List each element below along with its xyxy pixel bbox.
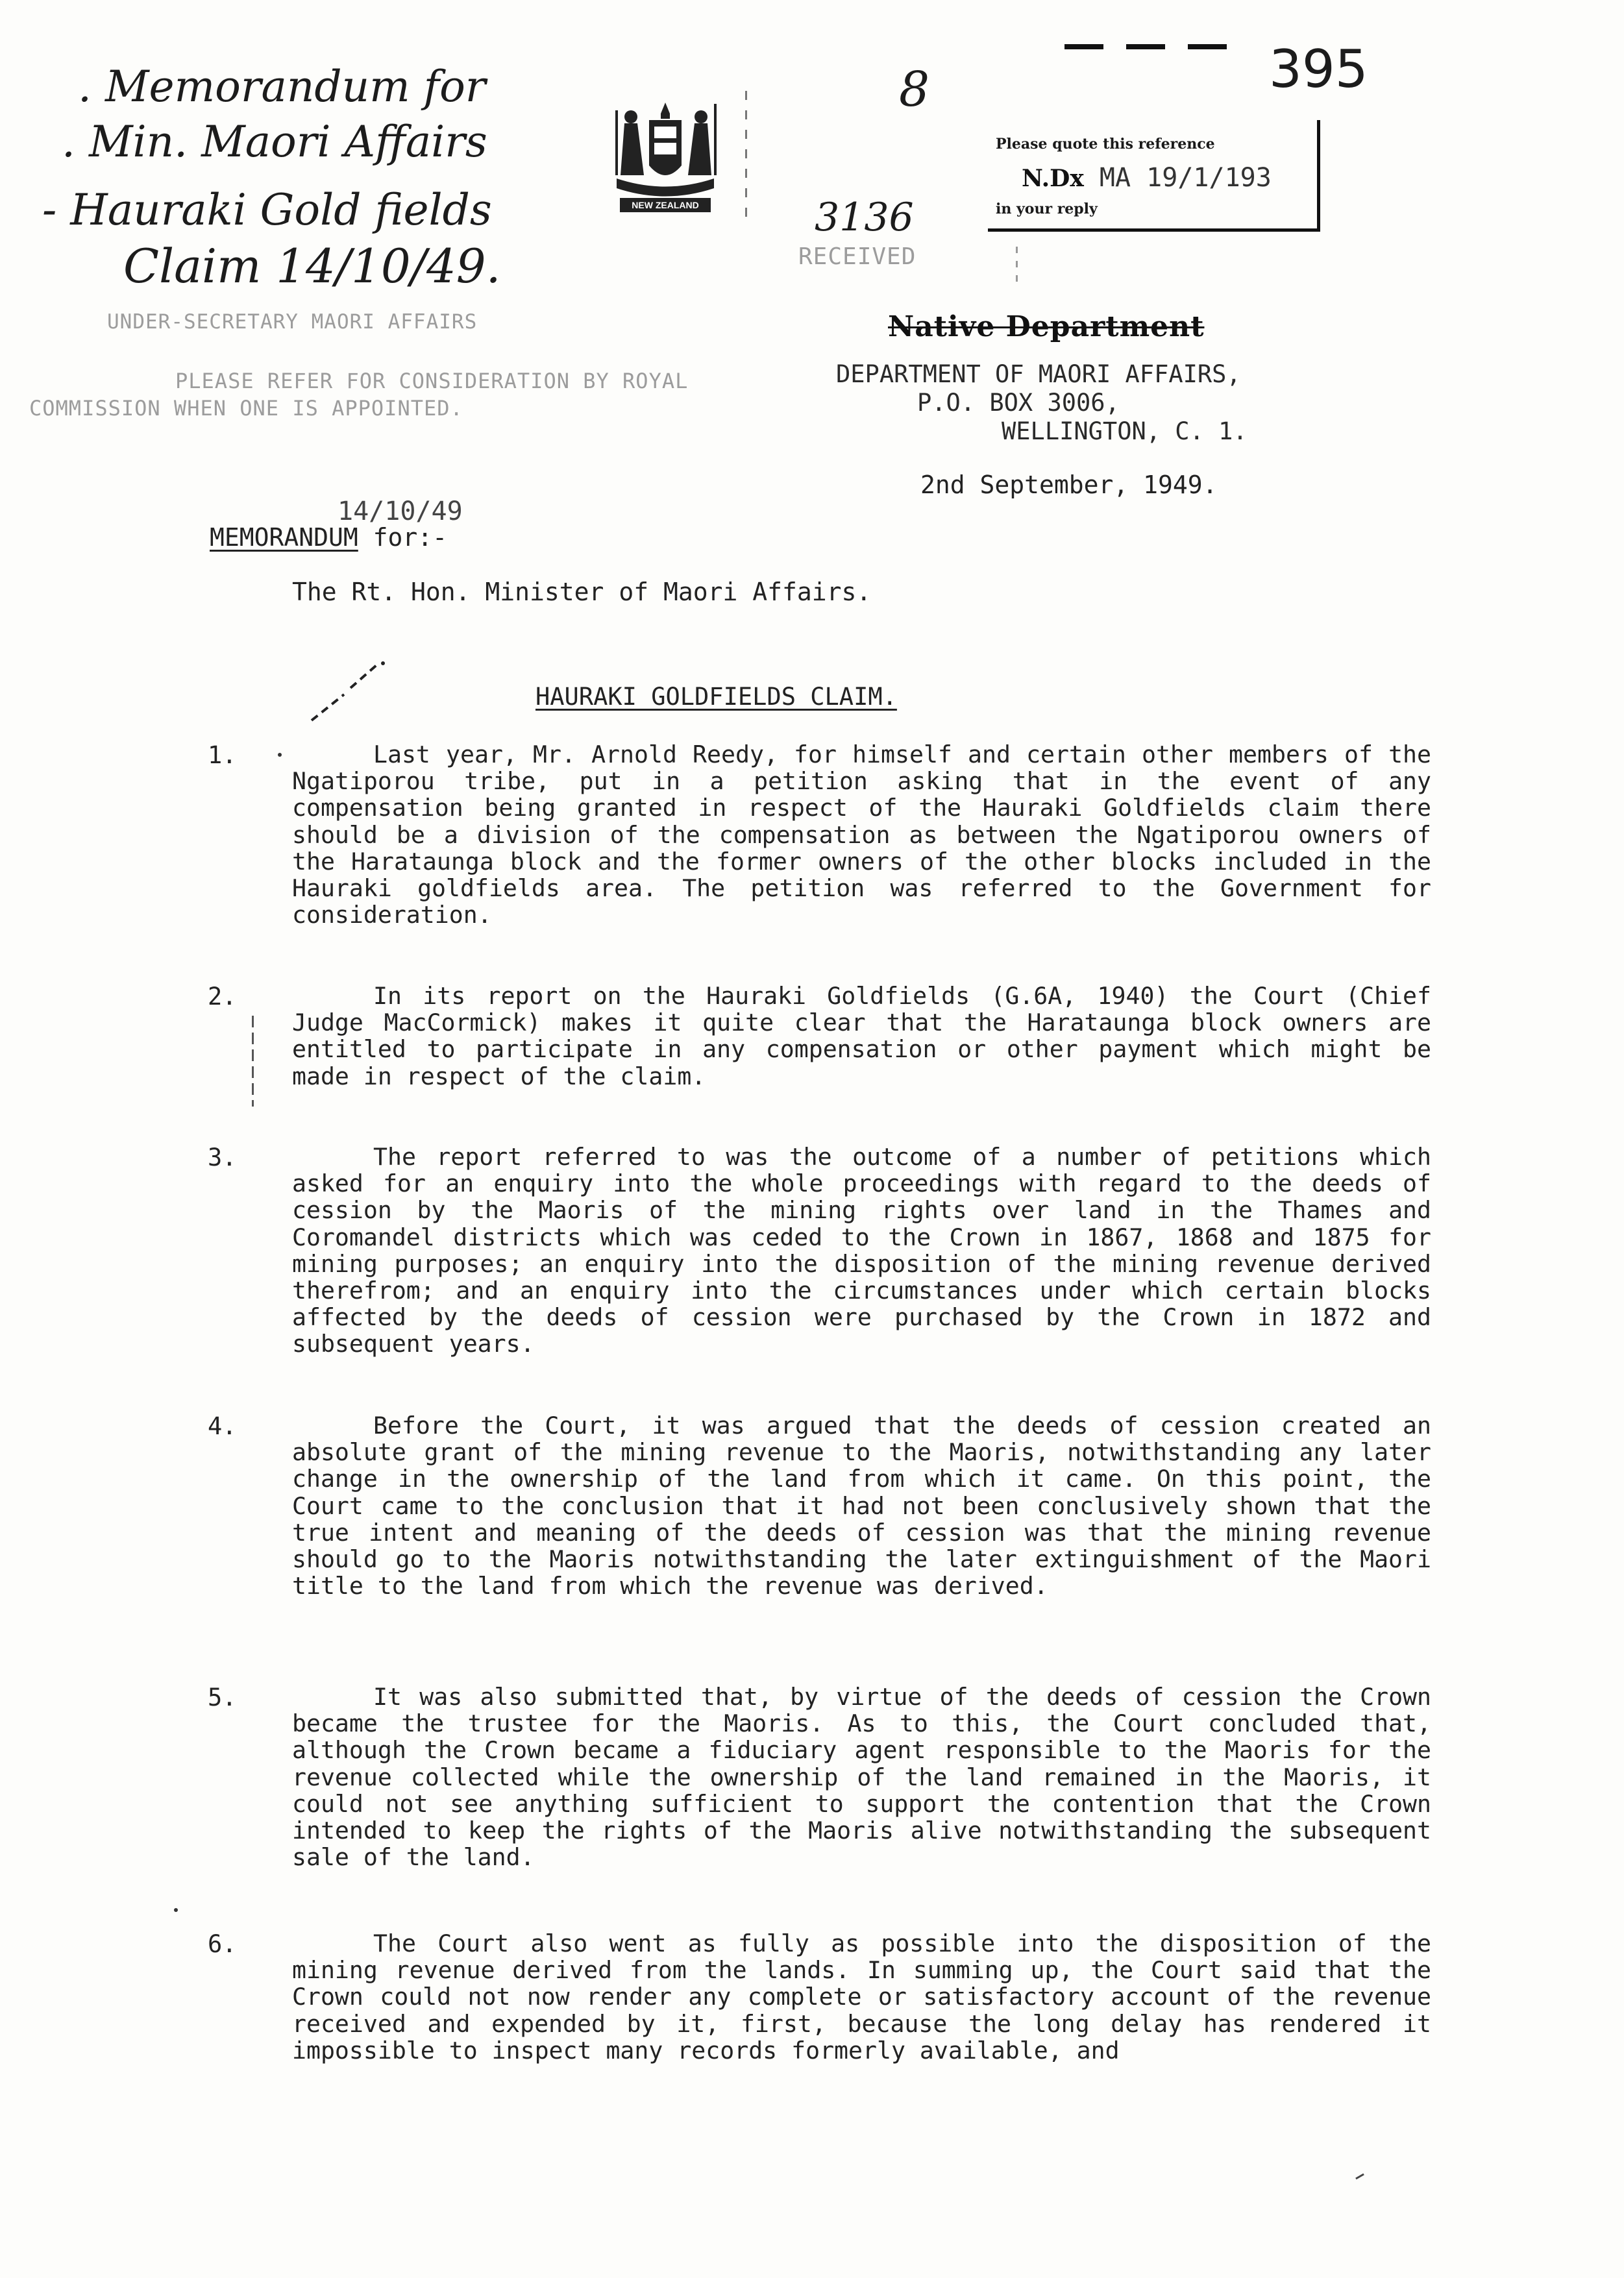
paragraph-text: It was also submitted that, by virtue of the deeds of cession the Crown became the trustee for the Maoris. As to this, the Court concluded that, although the Crown became a fiduciary agent responsible to the Maoris for the revenue collected while the ownership of the land remained in the Maoris, it could not see anything sufficient to support the contention that the Crown intended to keep the rights of the Maoris alive notwithstanding the subsequent sale of the land. bbox=[292, 1683, 1431, 1872]
memo-heading-suffix: for:- bbox=[358, 523, 448, 552]
paragraph-number: 5. bbox=[208, 1684, 237, 1711]
paragraph-number: 6. bbox=[208, 1930, 237, 1958]
reference-value: MA 19/1/193 bbox=[1099, 163, 1272, 193]
crest-shield-icon bbox=[649, 103, 682, 175]
bottom-pen-mark bbox=[1355, 2174, 1364, 2180]
margin-side-line bbox=[252, 1016, 254, 1107]
crest-supporter-left-icon bbox=[615, 110, 644, 175]
paragraph-text: Before the Court, it was argued that the deeds of cession created an absolute grant of the mining revenue to the Maoris, notwithstanding any later change in the ownership of the land from which it came. On this point, the Court came to the conclusion that it had not been conclusively shown that the true intent and meaning of the deeds of cession was that the mining revenue should go to the Maoris notwithstanding the later extinguishment of the Maori title to the land from which the revenue was derived. bbox=[292, 1412, 1431, 1600]
margin-dot bbox=[278, 753, 282, 757]
crest-supporter-right-icon bbox=[688, 104, 717, 175]
letter-date: 2nd September, 1949. bbox=[920, 471, 1218, 499]
reference-box-label-top: Please quote this reference bbox=[996, 136, 1215, 153]
paragraph-number: 3. bbox=[208, 1144, 237, 1171]
pen-mark bbox=[305, 655, 396, 727]
margin-dot bbox=[174, 1908, 178, 1912]
handwritten-note-line-1: . Memorandum for bbox=[78, 62, 486, 112]
struck-department-name: Native Department bbox=[888, 310, 1205, 343]
paragraph-number: 2. bbox=[208, 983, 237, 1010]
top-dash-marks bbox=[1064, 44, 1233, 49]
handwritten-note-line-2: . Min. Maori Affairs bbox=[62, 117, 487, 167]
margin-punch-line-right bbox=[1016, 247, 1018, 286]
memo-title bbox=[210, 523, 447, 552]
please-refer-stamp-line-2: COMMISSION WHEN ONE IS APPOINTED. bbox=[29, 396, 463, 421]
paragraph-text: The Court also went as fully as possible into the disposition of the mining revenue derived from the lands. In summing up, the Court said that the Crown could not now render any complete or satisfactory account of the revenue received and expended by it, first, because the long delay has rendered it impossible to inspect many records formerly available, and bbox=[292, 1929, 1431, 2064]
department-address bbox=[836, 360, 1248, 446]
paragraph-text: Last year, Mr. Arnold Reedy, for himself and certain other members of the Ngatiporou tribe, put in a petition asking that in the event of any compensation being granted in respect of the Hauraki Goldfields claim there should be a division of the compensation as between the Ngatiporou owners of the Harataunga block and the former owners of the other blocks included in the Hauraki goldfields area. The petition was referred to the Government for consideration. bbox=[292, 741, 1431, 929]
memo-heading: MEMORANDUM bbox=[210, 523, 358, 552]
memo-addressee: The Rt. Hon. Minister of Maori Affairs. bbox=[292, 578, 872, 606]
memo-subject: HAURAKI GOLDFIELDS CLAIM. bbox=[535, 683, 897, 711]
department-name: DEPARTMENT OF MAORI AFFAIRS, bbox=[836, 360, 1241, 388]
crest-label: NEW ZEALAND bbox=[632, 200, 699, 210]
please-refer-stamp-line-1: PLEASE REFER FOR CONSIDERATION BY ROYAL bbox=[175, 369, 689, 393]
reference-box bbox=[988, 120, 1320, 232]
handwritten-folio-number: 8 bbox=[899, 62, 930, 117]
department-city: WELLINGTON, C. 1. bbox=[1002, 417, 1248, 445]
handwritten-received-number: 3136 bbox=[815, 195, 914, 240]
reference-box-label-bottom: in your reply bbox=[996, 201, 1098, 217]
handwritten-note-line-3: - Hauraki Gold fields bbox=[42, 185, 492, 235]
received-stamp: RECEIVED bbox=[798, 243, 917, 270]
handwritten-page-number: 395 bbox=[1269, 39, 1368, 99]
handwritten-note-line-4: Claim 14/10/49. bbox=[123, 239, 501, 293]
paragraph-number: 1. bbox=[208, 741, 237, 769]
margin-punch-line bbox=[745, 91, 747, 227]
department-po-box: P.O. BOX 3006, bbox=[917, 389, 1120, 417]
handwritten-memo-date: 14/10/49 bbox=[338, 496, 463, 526]
paragraph-number: 4. bbox=[208, 1412, 237, 1440]
paragraph-text: The report referred to was the outcome of a number of petitions which asked for an enquiry into the whole proceedings with regard to the deeds of cession by the Maoris of the mining rights over land in the Thames and Coromandel districts which was ceded to the Crown in 1867, 1868 and 1875 for mining purposes; an enquiry into the disposition of the mining revenue derived therefrom; and an enquiry into the circumstances under which certain blocks affected by the deeds of cession were purchased by the Crown in 1872 and subsequent years. bbox=[292, 1143, 1431, 1358]
new-zealand-coat-of-arms bbox=[604, 97, 727, 221]
reference-prefix: N.Dx bbox=[1022, 165, 1084, 192]
under-secretary-stamp: UNDER-SECRETARY MAORI AFFAIRS bbox=[107, 310, 478, 334]
paragraph-text: In its report on the Hauraki Goldfields (G.6A, 1940) the Court (Chief Judge MacCormick) makes it quite clear that the Harataunga block owners are entitled to participate in any compensation or other payment which might be made in respect of the claim. bbox=[292, 982, 1431, 1090]
reference-number bbox=[1022, 163, 1272, 193]
